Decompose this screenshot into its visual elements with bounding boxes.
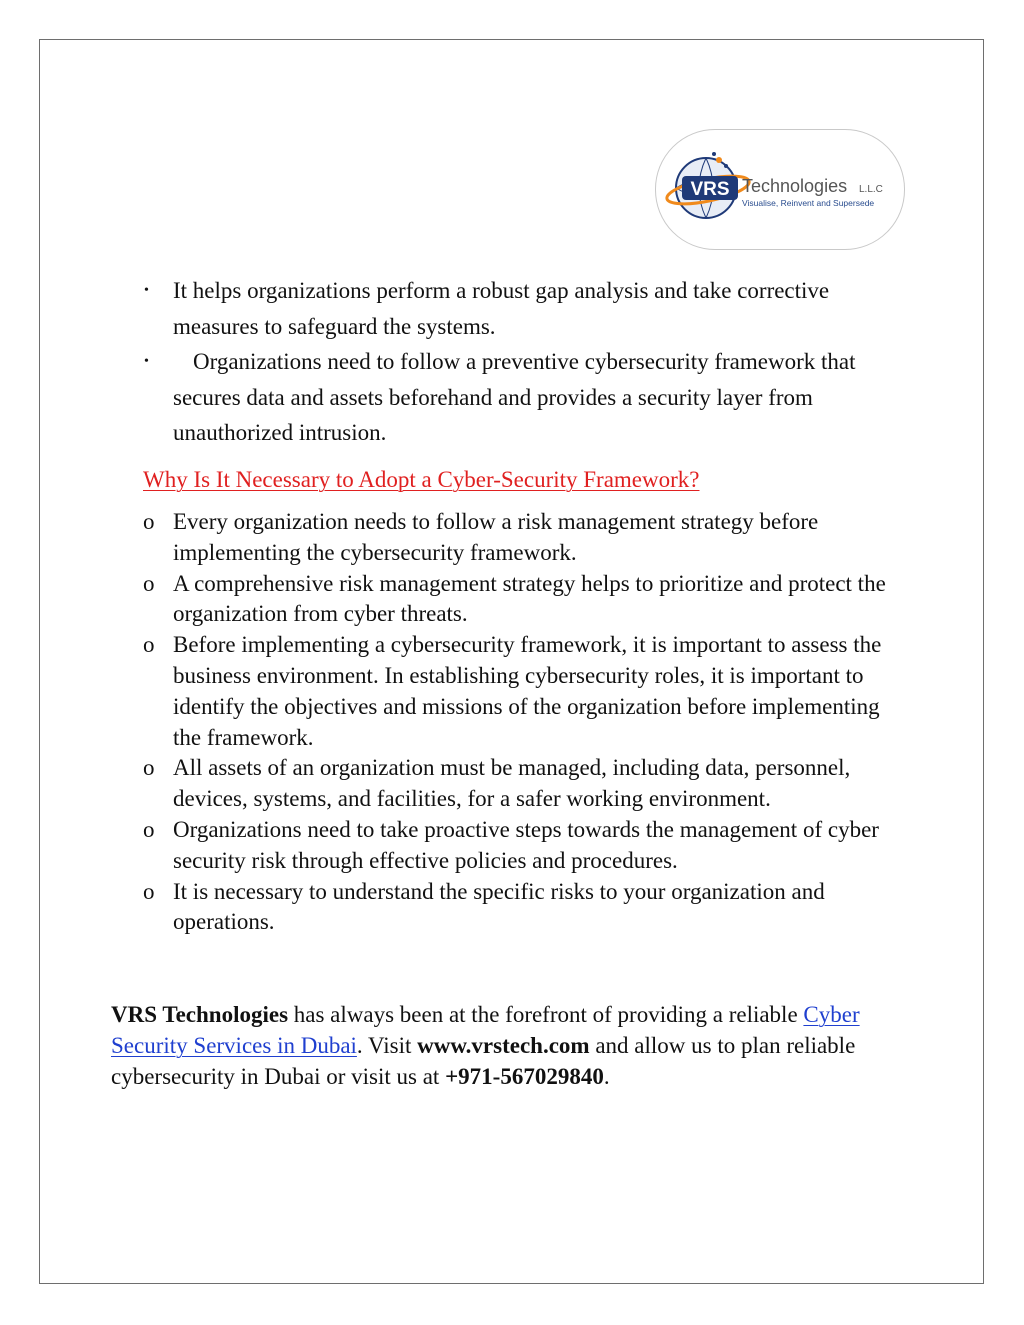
point-text: Organizations need to take proactive steps towards the management of cyber security risk through effective policies and procedures. — [173, 816, 879, 873]
point-item — [142, 877, 912, 939]
closing-website: www.vrstech.com — [417, 1033, 590, 1058]
bullet-marker: • — [144, 283, 149, 298]
point-text: All assets of an organization must be managed, including data, personnel, devices, systems, and facilities, for a safer working environment. — [173, 755, 851, 812]
point-item — [142, 753, 912, 815]
closing-text-2: . Visit — [356, 1033, 418, 1058]
point-item — [142, 507, 912, 569]
intro-bullet-list — [142, 273, 902, 451]
point-marker: o — [143, 570, 155, 596]
closing-text-3: and allow us to plan reliable cybersecurity in Dubai or visit us at — [111, 1033, 856, 1089]
closing-company-name: VRS Technologies — [111, 1002, 289, 1027]
bullet-marker: • — [144, 354, 149, 369]
point-item — [142, 630, 912, 753]
logo-tagline: Visualise, Reinvent and Supersede — [742, 198, 875, 208]
point-text: A comprehensive risk management strategy helps to prioritize and protect the organization from cyber threats. — [173, 570, 886, 627]
bullet-text: Organizations need to follow a preventive cybersecurity framework that secures data and assets beforehand and provides a security layer from unauthorized intrusion. — [173, 349, 856, 445]
closing-text-4: . — [603, 1064, 610, 1089]
point-item — [142, 569, 912, 631]
company-logo — [655, 129, 905, 250]
point-item — [142, 815, 912, 877]
point-marker: o — [143, 755, 155, 781]
point-marker: o — [143, 509, 155, 534]
point-text: Every organization needs to follow a risk management strategy before implementing the cybersecurity framework. — [173, 509, 819, 565]
cyber-security-services-link[interactable]: Cyber Security Services in Dubai — [111, 1002, 860, 1058]
point-marker: o — [143, 632, 155, 658]
section-heading: Why Is It Necessary to Adopt a Cyber-Security Framework? — [143, 467, 700, 492]
vrs-logo-graphic — [656, 130, 906, 251]
point-marker: o — [143, 816, 155, 842]
badge-text: VRS — [690, 179, 730, 200]
necessity-point-list — [142, 507, 912, 938]
point-text: Before implementing a cybersecurity framework, it is important to assess the business environment. In establishing cybersecurity roles, it is important to identify the objectives and missions of the organization before implementing the framework. — [173, 632, 882, 750]
closing-phone: +971-567029840 — [445, 1064, 604, 1089]
bullet-text: It helps organizations perform a robust gap analysis and take corrective measures to safeguard the systems. — [173, 278, 830, 339]
bullet-item — [142, 344, 902, 451]
point-text: It is necessary to understand the specific risks to your organization and operations. — [173, 878, 825, 935]
point-marker: o — [143, 878, 155, 904]
bullet-item — [142, 273, 902, 344]
closing-text-1: has always been at the forefront of providing a reliable — [288, 1002, 804, 1027]
logo-company-name: Technologies — [742, 176, 848, 196]
closing-paragraph — [111, 999, 911, 1092]
logo-suffix: L.L.C — [859, 184, 883, 195]
